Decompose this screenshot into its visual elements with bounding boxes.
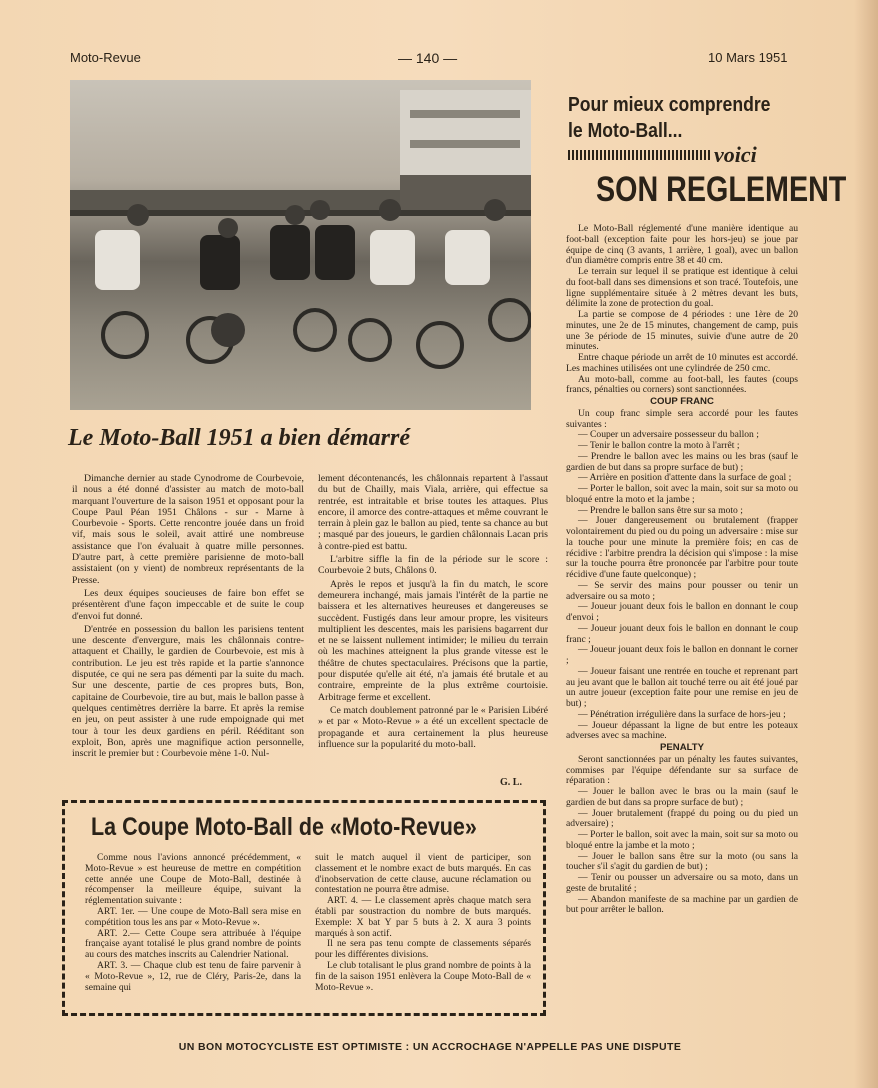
rule-item: — Joueur jouant deux fois le ballon en donnant le coup franc ; [566, 622, 798, 645]
rule-item: — Joueur faisant une rentrée en touche et reprenant part au jeu avant que le ballon ait touché terre ou ait été joué par un autre joueur (exception faite pour une remise en jeu de but) ; [566, 665, 798, 709]
paragraph: Le Moto-Ball réglementé d'une manière identique au foot-ball (exception faite pour les hors-jeu) se joue par équipe de cinq (3 avants, 1 arrière, 1 goal), avec un ballon d'un diamètre compris entre 38 et 40 cm. [566, 224, 798, 267]
rule-item: — Abandon manifeste de sa machine par un gardien de but pour arrêter le ballon. [566, 893, 798, 916]
rule-item: — Joueur jouant deux fois le ballon en donnant le coup d'envoi ; [566, 601, 798, 623]
main-article-column-1 [72, 473, 304, 793]
paragraph: ART. 2.— Cette Coupe sera attribuée à l'équipe française ayant totalisé le plus grand nombre de points au cours des matches inscrits au Calendrier National. [85, 927, 301, 961]
paragraph: Après le repos et jusqu'à la fin du match, le score demeurera inchangé, mais jamais l'intérêt de la partie ne baissera et les alternatives heureuses et dangereuses se succèdent. Fustigés dans leur amour propre, les visiteurs multiplient les descentes, mais les parisiens bagarrent dur et ne se laissent nullement intimider; le milieu du terrain où les machines atteignent la plus grande vitesse est le théâtre de chutes spectaculaires. Précisons que la partie, pour disputée qu'elle ait été, n'a jamais été brutale et au contraire, empreinte de la plus extrême courtoisie. Arbitrage ferme et excellent. [318, 578, 548, 703]
main-article-title: Le Moto-Ball 1951 a bien démarré [68, 425, 410, 451]
paragraph: Il ne sera pas tenu compte de classements séparés pour les différentes divisions. [315, 938, 531, 961]
motoball-photo-illustration [70, 80, 531, 410]
hatch-decoration [568, 150, 710, 160]
rule-item: — Jouer brutalement (frappé du poing ou du pied un adversaire) ; [566, 807, 798, 830]
rule-item: — Joueur jouant deux fois le ballon en donnant le corner ; [566, 644, 798, 666]
paragraph: ART. 3. — Chaque club est tenu de faire parvenir à « Moto-Revue », 12, rue de Cléry, Paris-2e, dans la semaine qui [85, 959, 301, 993]
rules-main-title: SON REGLEMENT [596, 170, 847, 209]
coupe-box-column-1 [85, 853, 301, 1011]
rule-item: — Porter le ballon, soit avec la main, soit sur sa moto ou bloqué entre la moto et la jambe ; [566, 483, 798, 505]
rule-item: Seront sanctionnées par un pénalty les fautes suivantes, commises par l'équipe défendante sur sa surface de réparation : [566, 753, 798, 787]
rule-item: — Arrière en position d'attente dans la surface de goal ; [578, 472, 792, 484]
coup-franc-heading: COUP FRANC [650, 396, 714, 407]
motoball-photo [70, 80, 531, 410]
paragraph: L'arbitre siffle la fin de la période sur le score : Courbevoie 2 buts, Châlons 0. [318, 554, 548, 577]
rule-item: — Jouer le ballon sans être sur la moto (ou sans la toucher s'il s'agit du gardien de but) ; [566, 850, 798, 873]
article-signature: G. L. [500, 777, 522, 788]
paragraph: Les deux équipes soucieuses de faire bon effet se présentèrent d'une façon impeccable et de suite le coup d'envoi fut donné. [72, 587, 304, 622]
paragraph: Comme nous l'avions annoncé précédemment, « Moto-Revue » est heureuse de mettre en compétition cette année une Coupe de Moto-Ball, destinée à récompenser la meilleure équipe, suivant la réglementation suivante : [85, 853, 301, 907]
paragraph: D'entrée en possession du ballon les parisiens tentent une descente d'envergure, mais les châlonnais contre-attaquent et Chailly, le gardien de Courbevoie, est mis à contribution. Le jeu est très rapide et la partie s'annonce disputée, ce qui ne sera pas démenti par la suite du mach. Sur une descente, partie de ces propres buts, Bon, capitaine de Courbevoie, tire au but, mais le ballon passe à quelques centimètres derrière la barre. Et après la remise en jeu, on peut assister à une rude empoignade qui met tour à tour les deux gardiens en péril. Rééditant son exploit, Bon, après une magnifique action personnelle, inscrit le premier but : Courbevoie mène 1-0. Nul- [72, 623, 304, 760]
main-article-column-2 [318, 473, 548, 778]
page-number: — 140 — [398, 50, 458, 66]
paragraph: Le terrain sur lequel il se pratique est identique à celui du foot-ball dans ses dimensions et son tracé. Toutefois, une ligne supplémentaire située à 2 mètres devant les buts, délimite la zone de protection du goal. [566, 266, 798, 310]
rule-item: — Tenir le ballon contre la moto à l'arrêt ; [578, 440, 740, 451]
rule-item: — Se servir des mains pour pousser ou tenir un adversaire ou sa moto ; [566, 579, 798, 602]
rule-item: — Porter le ballon, soit avec la main, soit sur sa moto ou bloqué entre la jambe et la moto ; [566, 829, 798, 851]
issue-date: 10 Mars 1951 [708, 50, 788, 65]
rule-item: — Jouer le ballon avec le bras ou la main (sauf le gardien de but dans sa propre surface de but) ; [566, 786, 798, 808]
rule-item: — Prendre le ballon sans être sur sa moto ; [578, 504, 743, 516]
coupe-box-column-2 [315, 853, 531, 1011]
paragraph: Entre chaque période un arrêt de 10 minutes est accordé. Les machines utilisées ont une cylindrée de 250 cmc. [566, 352, 798, 374]
rules-title-line-2: le Moto-Ball... [568, 120, 683, 142]
rule-item: — Prendre le ballon avec les mains ou les bras (sauf le gardien de but dans sa propre surface de but) ; [566, 450, 798, 473]
rule-item: Un coup franc simple sera accordé pour les fautes suivantes : [566, 407, 798, 430]
footer-motto: UN BON MOTOCYCLISTE EST OPTIMISTE : UN ACCROCHAGE N'APPELLE PAS UNE DISPUTE [178, 1041, 682, 1053]
paragraph: Dimanche dernier au stade Cynodrome de Courbevoie, il nous a été donné d'assister au match de moto-ball marquant l'ouverture de la saison 1951 et opposant pour la Coupe Paul Péan 1951 Châlons - sur - Marne à Courbevoie - Sports. Cette rencontre jouée dans un froid vif, mais sous le soleil, avait attiré une nombreuse assistance que l'on évaluait à quatre mille personnes. D'autre part, à cette première parisienne de moto-ball assistaient (on y vient) de nombreux représentants de la Presse. [72, 473, 304, 586]
page-edge-shadow [854, 0, 878, 1088]
rule-item: — Joueur dépassant la ligne de but entre les poteaux adverses avec sa machine. [566, 719, 798, 742]
rule-item: — Jouer dangereusement ou brutalement (frapper volontairement du pied ou du poing un adversaire : mise sur la touche pour une minute la première fois; en cas de récidive : l'arbitre prendra la décision qui s'impose : la mise sur la touche pourra être prononcée par l'arbitre pour toute récidive d'une faute quelconque) ; [566, 515, 798, 580]
paragraph: Au moto-ball, comme au foot-ball, les fautes (coups francs, pénalties ou corners) sont sanctionnées. [566, 373, 798, 396]
paragraph: La partie se compose de 4 périodes : une 1ère de 20 minutes, une 2e de 15 minutes, changement de camp, puis une 3e période de 15 minutes, suivie d'une autre de 20 minutes. [566, 309, 798, 353]
penalty-heading: PENALTY [659, 742, 705, 753]
coupe-box [62, 800, 546, 1016]
paragraph: suit le match auquel il vient de participer, son classement et le nombre exact de buts marqués. En cas d'inobservation de cette clause, aucune réclamation ou contestation ne pourra être admise. [315, 853, 531, 896]
paragraph: Ce match doublement patronné par le « Parisien Libéré » et par « Moto-Revue » a été un excellent spectacle de propagande et aura certainement la plus heureuse influence sur la popularité du moto-ball. [318, 704, 548, 750]
magazine-name: Moto-Revue [70, 50, 141, 65]
paragraph: Le club totalisant le plus grand nombre de points à la fin de la saison 1951 enlèvera la Coupe Moto-Ball de « Moto-Revue ». [315, 959, 531, 993]
paragraph: ART. 1er. — Une coupe de Moto-Ball sera mise en compétition tous les ans par « Moto-Revue ». [85, 905, 301, 928]
rules-column [566, 224, 798, 1032]
rule-item: — Pénétration irrégulière dans la surface de hors-jeu ; [578, 708, 786, 720]
coupe-box-title: La Coupe Moto-Ball de «Moto-Revue» [91, 813, 477, 841]
rules-title-line-1: Pour mieux comprendre [568, 94, 771, 116]
rule-item: — Couper un adversaire possesseur du ballon ; [578, 429, 759, 441]
rules-title-lines [568, 92, 770, 144]
paragraph: lement décontenancés, les châlonnais repartent à l'assaut du but de Chailly, mais Viala, arrière, qui effectue sa rentrée, est intraitable et brise toutes les attaques. Plus encore, il amorce des contre-attaques et même couvrant le terrain à plein gaz le ballon au pied, tente sa chance au but ; masqué par des joueurs, le gardien châlonnais Lacan pris à contre-pied est battu. [318, 473, 548, 552]
paragraph: ART. 4. — Le classement après chaque match sera établi par soustraction du nombre de buts marqués. Exemple: X bat Y par 5 buts à 2. X aura 3 points marqués à son actif. [315, 895, 531, 939]
rules-title-voici: voici [714, 142, 757, 167]
voici-line [568, 142, 800, 167]
rule-item: — Tenir ou pousser un adversaire ou sa moto, dans un geste de brutalité ; [566, 872, 798, 894]
